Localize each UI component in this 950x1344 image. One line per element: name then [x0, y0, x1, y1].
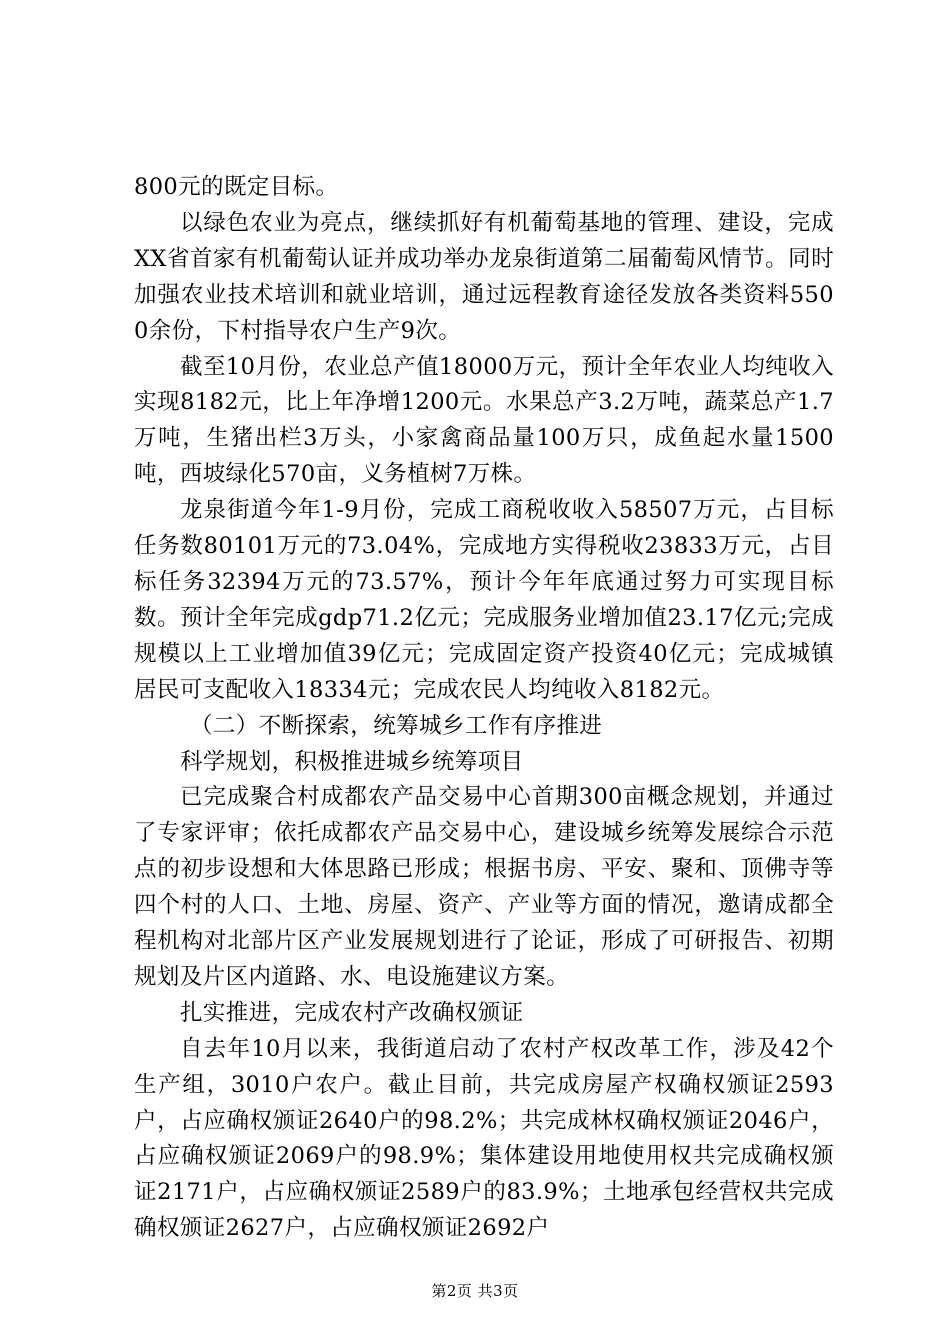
- subheading-property-rights: 扎实推进，完成农村产改确权颁证: [180, 999, 524, 1026]
- document-body: [134, 170, 834, 1247]
- paragraph-property-rights: 自去年10月以来，我街道启动了农村产权改革工作，涉及42个生产组，3010户农户。截止目前，共完成房屋产权确权颁证2593户，占应确权颁证2640户的98.2%；共完成林权确权颁证2046户，占应确权颁证2069户的98.9%；集体建设用地使用权共完成确权颁证2171户，占应确权颁证2589户的83.9%；土地承包经营权共完成确权颁证2627户，占应确权颁证2692户: [134, 1035, 834, 1242]
- paragraph-planning-progress: 已完成聚合村成都农产品交易中心首期300亩概念规划，并通过了专家评审；依托成都农产品交易中心，建设城乡统筹发展综合示范点的初步设想和大体思路已形成；根据书房、平安、聚和、顶佛寺等四个村的人口、土地、房屋、资产、产业等方面的情况，邀请成都全程机构对北部片区产业发展规划进行了论证，形成了可研报告、初期规划及片区内道路、水、电设施建议方案。: [134, 784, 834, 990]
- section-heading: （二）不断探索，统筹城乡工作有序推进: [190, 712, 603, 739]
- paragraph-green-agriculture: 以绿色农业为亮点，继续抓好有机葡萄基地的管理、建设，完成XX省首家有机葡萄认证并成功举办龙泉街道第二届葡萄风情节。同时加强农业技术培训和就业培训，通过远程教育途径发放各类资料5500余份，下村指导农户生产9次。: [134, 209, 834, 344]
- paragraph-tax-revenue: 龙泉街道今年1-9月份，完成工商税收收入58507万元，占目标任务数80101万元的73.04%，完成地方实得税收23833万元，占目标任务32394万元的73.57%，预计今年年底通过努力可实现目标数。预计全年完成gdp71.2亿元；完成服务业增加值23.17亿元;完成规模以上工业增加值39亿元；完成固定资产投资40亿元；完成城镇居民可支配收入18334元；完成农民人均纯收入8182元。: [134, 497, 834, 703]
- page-number-footer: 第2页 共3页: [431, 1282, 519, 1300]
- paragraph-continuation: 800元的既定目标。: [134, 174, 339, 200]
- subheading-planning: 科学规划，积极推进城乡统筹项目: [180, 748, 524, 775]
- paragraph-agriculture-output: 截至10月份，农业总产值18000万元，预计全年农业人均纯收入实现8182元，比上年净增1200元。水果总产3.2万吨，蔬菜总产1.7万吨，生猪出栏3万头，小家禽商品量100万只，成鱼起水量1500吨，西坡绿化570亩，义务植树7万株。: [134, 353, 834, 488]
